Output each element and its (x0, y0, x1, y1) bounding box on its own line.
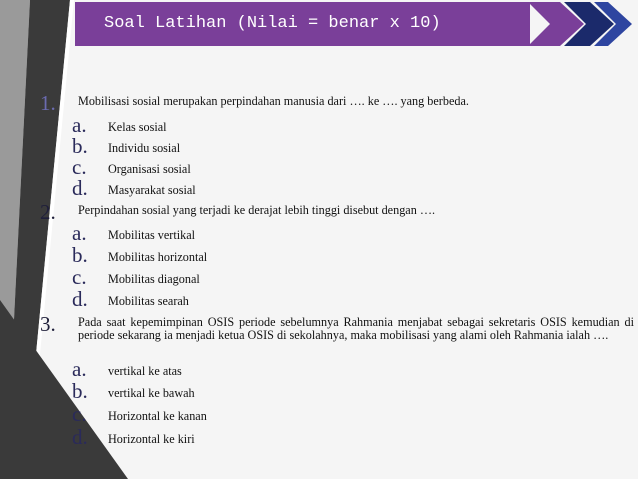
option-letter: c. (72, 155, 87, 179)
option-letter: d. (72, 425, 88, 449)
question-number: 1. (40, 91, 56, 115)
page-title: Soal Latihan (Nilai = benar x 10) (104, 14, 441, 33)
option-text: Mobilitas searah (108, 294, 189, 308)
option-text: Organisasi sosial (108, 162, 191, 176)
option-letter: b. (72, 379, 88, 403)
option-letter: a. (72, 221, 87, 245)
option-text: Mobilitas horizontal (108, 250, 208, 264)
option-letter: d. (72, 287, 88, 311)
option-text: Kelas sosial (108, 120, 167, 134)
option-text: Masyarakat sosial (108, 183, 196, 197)
option-text: Horizontal ke kiri (108, 432, 195, 446)
question-number: 3. (40, 312, 56, 336)
question-text: Mobilisasi sosial merupakan perpindahan manusia dari …. ke …. yang berbeda. (78, 94, 469, 108)
option-letter: b. (72, 243, 88, 267)
option-text: vertikal ke bawah (108, 386, 195, 400)
option-letter: d. (72, 176, 88, 200)
question-text: Perpindahan sosial yang terjadi ke derajat lebih tinggi disebut dengan …. (78, 203, 436, 217)
question-number: 2. (40, 200, 56, 224)
option-text: vertikal ke atas (108, 364, 182, 378)
question-text: Pada saat kepemimpinan OSIS periode sebelumnya Rahmania menjabat sebagai sekretaris OSIS kemudian di periode sekarang ia menjadi ketua OSIS di sekolahnya, maka mobilisasi yang alami oleh Rahmania ialah …. (78, 315, 634, 342)
option-letter: a. (72, 113, 87, 137)
option-text: Mobilitas vertikal (108, 228, 195, 242)
option-text: Mobilitas diagonal (108, 272, 200, 286)
option-letter: b. (72, 134, 88, 158)
option-letter: c. (72, 265, 87, 289)
option-text: Horizontal ke kanan (108, 409, 207, 423)
option-text: Individu sosial (108, 141, 181, 155)
option-letter: c. (72, 402, 87, 426)
option-letter: a. (72, 357, 87, 381)
